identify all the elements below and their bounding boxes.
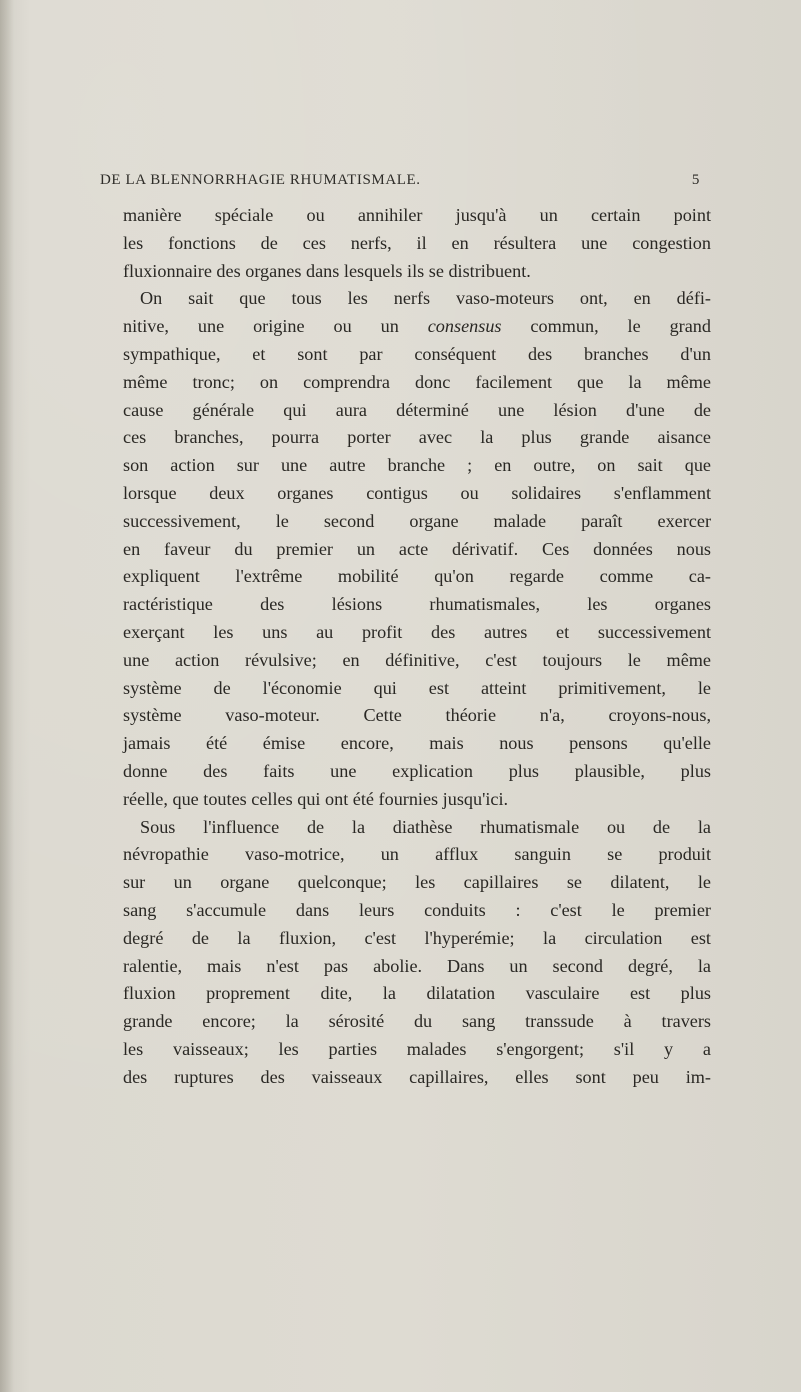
text-line: degré de la fluxion, c'est l'hyperémie; la circulation est [123, 927, 711, 948]
italic-term: consensus [427, 316, 502, 337]
text-line: en faveur du premier un acte dérivatif. Ces données nous [123, 538, 711, 559]
text-line: même tronc; on comprendra donc facilement que la même [123, 371, 711, 392]
page-number: 5 [691, 172, 700, 188]
text-line: ractéristique des lésions rhumatismales, les organes [123, 594, 711, 615]
text-line: les fonctions de ces nerfs, il en résultera une congestion [123, 232, 711, 253]
running-head [100, 172, 700, 194]
text-line: exerçant les uns au profit des autres et successivement [123, 621, 711, 642]
text-line: lorsque deux organes contigus ou solidaires s'enflamment [123, 482, 711, 503]
text-line [123, 313, 711, 341]
text-line: On sait que tous les nerfs vaso-moteurs ont, en défi- [140, 288, 711, 309]
text-line: expliquent l'extrême mobilité qu'on regarde comme ca- [123, 566, 711, 587]
running-head-title: DE LA BLENNORRHAGIE RHUMATISMALE. [100, 172, 421, 188]
text-line: successivement, le second organe malade paraît exercer [123, 510, 711, 531]
text-span: commun, le grand [501, 316, 711, 337]
text-line: fluxion proprement dite, la dilatation vasculaire est plus [123, 983, 711, 1004]
binding-shadow [0, 0, 14, 1392]
text-line: une action révulsive; en définitive, c'est toujours le même [123, 649, 711, 670]
text-line: ralentie, mais n'est pas abolie. Dans un second degré, la [123, 955, 711, 976]
text-line: cause générale qui aura déterminé une lésion d'une de [123, 399, 711, 420]
text-line: sang s'accumule dans leurs conduits : c'est le premier [123, 899, 711, 920]
text-line: les vaisseaux; les parties malades s'engorgent; s'il y a [123, 1038, 711, 1059]
text-line: réelle, que toutes celles qui ont été fournies jusqu'ici. [123, 788, 509, 809]
text-line: sympathique, et sont par conséquent des branches d'un [123, 343, 711, 364]
text-line: système vaso-moteur. Cette théorie n'a, croyons-nous, [123, 705, 711, 726]
text-line: fluxionnaire des organes dans lesquels ils se distribuent. [123, 260, 531, 281]
text-line: jamais été émise encore, mais nous pensons qu'elle [123, 733, 711, 754]
text-span: nitive, une origine ou un [123, 316, 428, 337]
text-line: donne des faits une explication plus plausible, plus [123, 760, 711, 781]
text-line: ces branches, pourra porter avec la plus grande aisance [123, 427, 711, 448]
text-line: grande encore; la sérosité du sang transsude à travers [123, 1011, 711, 1032]
text-line: sur un organe quelconque; les capillaires se dilatent, le [123, 872, 711, 893]
text-line: manière spéciale ou annihiler jusqu'à un certain point [123, 205, 711, 225]
text-line: son action sur une autre branche ; en outre, on sait que [123, 455, 711, 476]
text-line: névropathie vaso-motrice, un afflux sanguin se produit [123, 844, 711, 865]
text-line: système de l'économie qui est atteint primitivement, le [123, 677, 711, 698]
text-line: Sous l'influence de la diathèse rhumatismale ou de la [140, 816, 711, 837]
text-line: des ruptures des vaisseaux capillaires, elles sont peu im- [123, 1066, 711, 1087]
body-text [123, 202, 711, 1092]
